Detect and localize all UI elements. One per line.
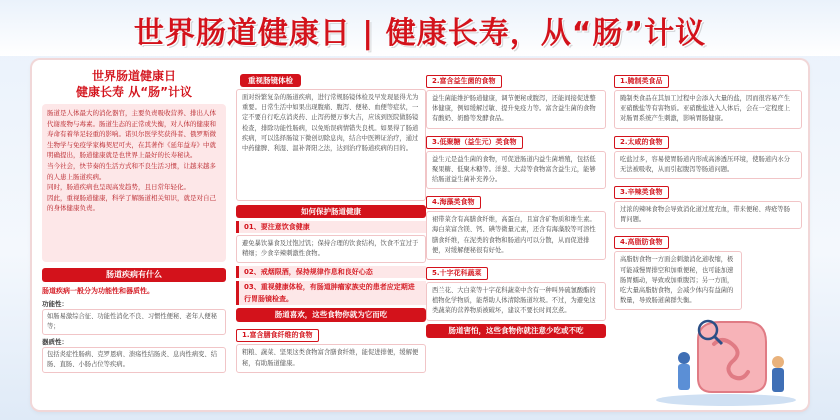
functional-text: 如肠易激综合征、功能性消化不良、习惯性便秘、老年人便秘等； xyxy=(42,309,226,335)
avoid-1-head: 1.腌制类食品 xyxy=(614,75,669,88)
intro-box xyxy=(42,104,226,262)
intestine-illustration xyxy=(648,300,798,408)
header-banner xyxy=(0,0,840,56)
food-4-head: 4.海藻类食物 xyxy=(426,196,481,209)
intro-title-line1: 世界肠道健康日 xyxy=(91,69,176,83)
checkup-title: 重视肠镜体检 xyxy=(240,74,301,87)
intro-paragraph: 肠道是人体最大的消化器官，主要负责吸收营养、排出人体代谢废物与毒素。肠道生态的正常或失衡，对人体的健康和寿命有着举足轻重的影响。诺贝尔医学奖获得者、俄罗斯微生物学与免疫学家梅契尼可夫，在其著作《延年益寿》中就明确提出，肠道健康就是也世界上最好的长寿秘诀。 xyxy=(47,109,216,160)
protect-sub-1: 01、要注意饮食健康 xyxy=(236,221,426,233)
food-3-text: 益生元是益生菌的食物，可促进肠道内益生菌增殖，包括低聚果糖、低聚木糖等。洋葱、大蒜等食物富含益生元，能够给肠道益生菌补充养分。 xyxy=(426,151,606,190)
intro-column xyxy=(42,68,226,373)
person-body-icon xyxy=(772,368,784,392)
ground-shadow xyxy=(656,394,796,406)
avoid-1-text: 腌制类食品在其加工过程中会添入大量的盐，因而很容易产生亚硝酸盐等有害物质。亚硝酸盐进入人体后，会在一定程度上对肠胃系统产生刺激，影响胃肠健康。 xyxy=(614,90,802,129)
disease-section xyxy=(42,268,226,373)
intro-paragraph: 因此，重视肠道健康，科学了解肠道相关知识，就是对自己的身体健康负责。 xyxy=(47,193,216,213)
avoid-2-head: 2.太咸的食物 xyxy=(614,136,669,149)
disease-subtitle: 肠道疾病一般分为功能性和器质性。 xyxy=(42,287,154,295)
avoid-4-text: 高脂肪食物一方面会刺激消化道收缩，极可能减慢胃排空和加重便秘，也可能加速肠胃蠕动，导致或加重腹泻；另一方面，吃大量高脂肪食物，会减少体内有益菌的数量，导致肠道菌群失衡。 xyxy=(614,251,742,310)
intro-title-line2: 健康长寿 从“肠”计议 xyxy=(76,85,192,99)
intro-paragraph: 当今社会，快节奏的生活方式和不良生活习惯，让越来越多的人患上肠道疾病。 xyxy=(47,161,216,181)
organic-label: 器质性： xyxy=(42,338,68,346)
avoid-4-head: 4.高脂肪食物 xyxy=(614,236,669,249)
warn-bar: 肠道害怕，这些食物你就注意少吃或不吃 xyxy=(426,324,606,338)
food-4-text: 裙带菜含有高膳食纤维，高蛋白，且富含矿物质和维生素。海白菜富含镁、钙、碘等微量元素，还含有海藻胶等可溶性膳食纤维，在泥类的食物和肠道内可以分散，从而促进排便，对缓解便秘很有好处。 xyxy=(426,211,606,260)
large-intestine-shape xyxy=(698,322,766,392)
protect-sub-1-text: 避免暴饮暴食及过饱过饥；保持合理的饮食结构，饮食不宜过于精细；少食辛辣刺激性食物。 xyxy=(236,235,426,263)
protect-title: 如何保护肠道健康 xyxy=(236,205,426,218)
food-3-head: 3.低聚糖（益生元）类食物 xyxy=(426,136,523,149)
person-head-icon xyxy=(772,356,784,368)
avoid-3-head: 3.辛辣类食物 xyxy=(614,186,669,199)
functional-label: 功能性： xyxy=(42,300,68,308)
page-title: 世界肠道健康日 | 健康长寿，从“肠”计议 xyxy=(133,16,707,51)
avoid-column xyxy=(614,68,802,310)
disease-tab: 肠道疾病有什么 xyxy=(42,268,226,282)
food-2-text: 益生菌能维护肠道健康，调节便秘或腹泻，还能间接促进整体健康，例如缓解过敏、提升免疫力等。富含益生菌的食物有酸奶、奶酪等发酵食品。 xyxy=(426,90,606,129)
avoid-2-text: 吃盐过多，容易使胃肠道内形成高渗透压环境，使肠道内水分无法被吸收，从而引起腹泻等肠道问题。 xyxy=(614,151,802,179)
checkup-column xyxy=(236,68,426,373)
avoid-3-text: 过浓的辣味食物会导致消化道过度充血，带来便秘、痔疮等肠胃问题。 xyxy=(614,201,802,229)
protect-sub-2: 02、戒烟限酒，保持规律作息和良好心态 xyxy=(236,266,426,278)
food-2-head: 2.富含益生菌的食物 xyxy=(426,75,502,88)
doctor-head-icon xyxy=(678,352,690,364)
food-5-head: 5.十字花科蔬菜 xyxy=(426,267,488,280)
food-1-head: 1.富含膳食纤维的食物 xyxy=(236,329,319,342)
intro-paragraph: 同时，肠道疾病也呈现高发趋势，且日常年轻化。 xyxy=(47,183,190,192)
organic-text: 包括炎症性肠病、克罗恩病、溃疡性结肠炎、息肉性病变、结肠、直肠、小肠占位等疾病。 xyxy=(42,347,226,373)
checkup-text: 面对纷繁复杂的肠道疾病，进行常规肠镜体检及早发现显得尤为重要。日常生活中如果出现腹痛、腹泻、便秘、血便等症状，一定不要自行吃点消炎药、止泻药便万事大吉，应该到医院做肠镜检查，排除功能性肠病，以免贻误病情错失良机。如果得了肠道疾病，可以选择肠镜下微创切除息肉，结合中医辨证治疗，通过中药健脾、利湿、温补肾阳之法，达到治疗肠道疾病的目的。 xyxy=(236,89,426,201)
food-1-text: 粗粮、蔬菜、坚果这类食物富含膳食纤维，能促进排便，缓解便秘，有助肠道健康。 xyxy=(236,344,426,372)
protect-sub-3: 03、重视健康体检，有肠道肿瘤家族史的患者应定期进行胃肠镜检查。 xyxy=(236,281,426,305)
doctor-body-icon xyxy=(678,364,690,390)
foods-column xyxy=(426,68,606,338)
food-5-text: 西兰花、大白菜等十字花科蔬菜中含有一种叫异硫氰酸酯的植物化学物质，能帮助人体清除肠道垃圾。不过，为避免这类蔬菜的营养物质被破坏，建议不要长时间烹煮。 xyxy=(426,282,606,321)
eat-bar: 肠道喜欢，这些食物你就为它而吃 xyxy=(236,308,426,322)
